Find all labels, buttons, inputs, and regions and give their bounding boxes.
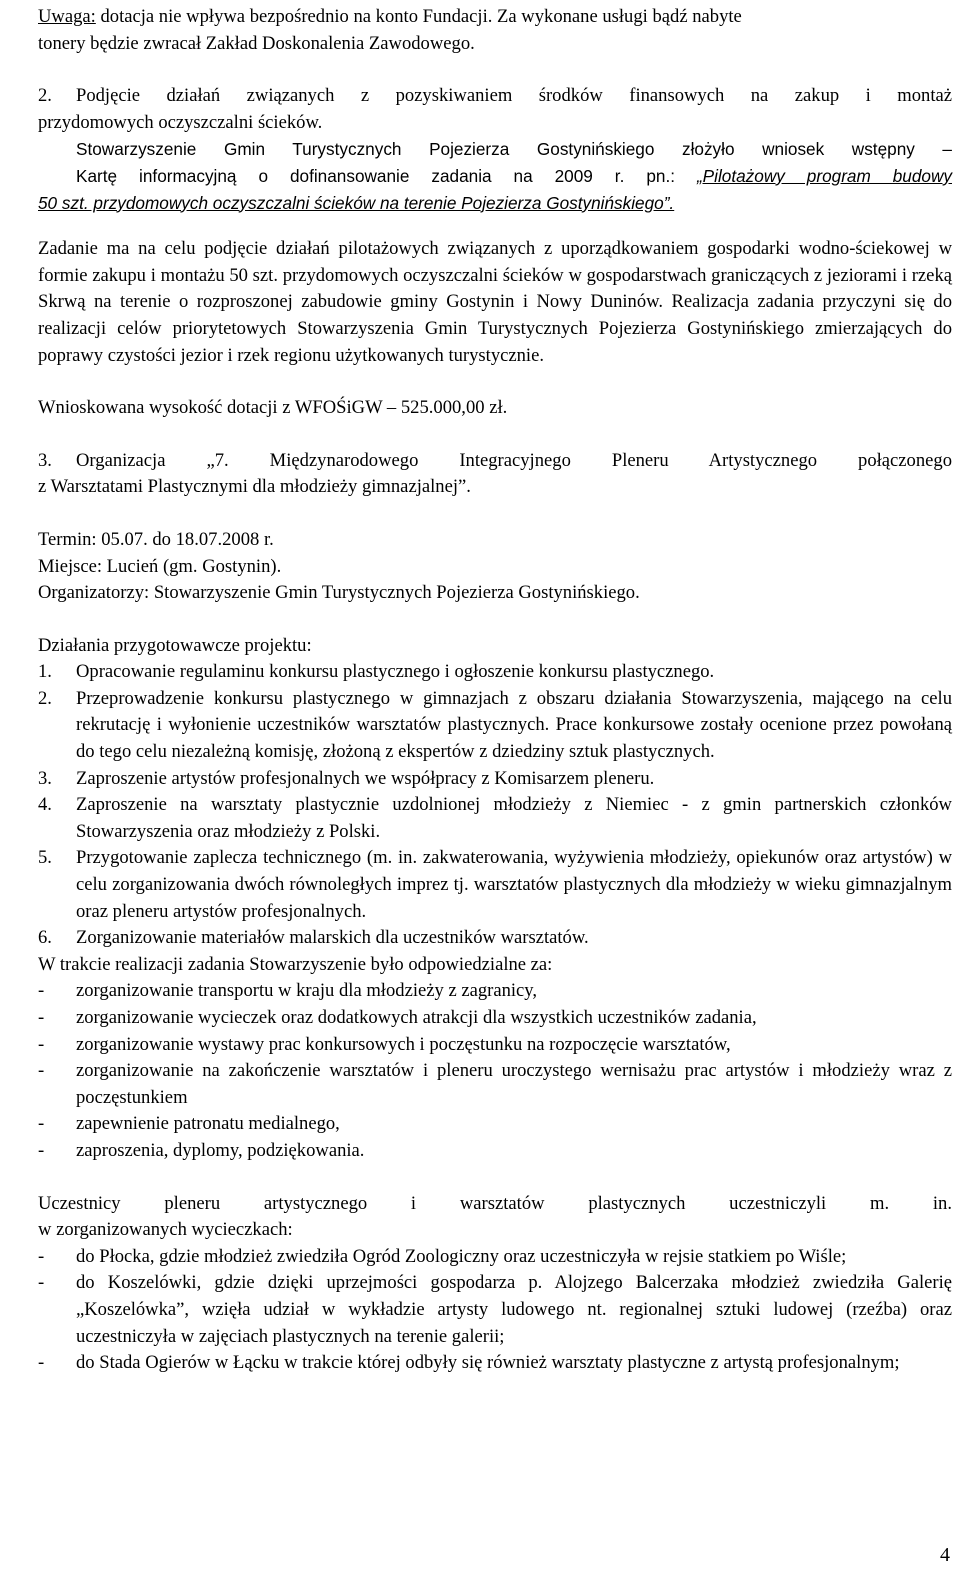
prep-item [38,766,952,793]
item-3-line2: z Warsztatami Plastycznymi dla młodzieży gimnazjalnej”. [38,476,471,498]
resp-item-text: zaproszenia, dyplomy, podziękowania. [76,1139,365,1161]
note-line2: tonery będzie zwracał Zakład Doskonalenia Zawodowego. [38,32,475,54]
program-title-cont: 50 szt. przydomowych oczyszczalni ścieków na terenie Pojezierza Gostynińskiego”. [38,192,675,213]
prep-item-text: Zaproszenie artystów profesjonalnych we współpracy z Komisarzem pleneru. [76,767,655,789]
application-line2-text: Kartę informacyjną o dofinansowanie zadania na 2009 r. pn.: [76,165,697,186]
trip-item [38,1270,952,1350]
organizers-line: Organizatorzy: Stowarzyszenie Gmin Turystycznych Pojezierza Gostynińskiego. [38,582,640,604]
place-line: Miejsce: Lucień (gm. Gostynin). [38,555,282,577]
resp-item [38,1138,952,1165]
resp-item-marker: - [38,1060,45,1082]
note-paragraph [38,4,952,57]
application-line1: Stowarzyszenie Gmin Turystycznych Pojezierza Gostynińskiego złożyło wniosek wstępny – [76,139,952,160]
item-2-line2: przydomowych oczyszczalni ścieków. [38,111,323,133]
resp-item [38,1005,952,1032]
trips-line2: w zorganizowanych wycieczkach: [38,1219,293,1241]
trip-item-marker: - [38,1352,45,1374]
prep-item [38,792,952,845]
resp-item [38,1032,952,1059]
task-description: Zadanie ma na celu podjęcie działań pilotażowych związanych z uporządkowaniem gospodarki wodno-ściekowej w formie zakupu i montażu 50 szt. przydomowych oczyszczalni ścieków w gospodarstwach graniczących z jeziorami i rzeką Skrwą na terenie o rozproszonej zabudowie gminy Gostynin i Nowy Duninów. Realizacja zadania przyczyni się do realizacji celów priorytetowych Stowarzyszenia Gmin Turystycznych Pojezierza Gostynińskiego zmierzających do poprawy czystości jezior i rzek regionu użytkowanych turystycznie. [38,238,952,366]
trips-list [38,1244,952,1377]
item-3-line1: Organizacja „7. Międzynarodowego Integracyjnego Pleneru Artystycznego połączonego [76,449,952,471]
prep-item-marker: 3. [38,767,52,789]
prep-item-text: Opracowanie regulaminu konkursu plastycznego i ogłoszenie konkursu plastycznego. [76,661,715,683]
trips-line1: Uczestnicy pleneru artystycznego i warsztatów plastycznych uczestniczyli m. in. [38,1192,952,1214]
term-line: Termin: 05.07. do 18.07.2008 r. [38,528,274,550]
resp-item-marker: - [38,1033,45,1055]
item-2 [38,83,952,110]
resp-heading: W trakcie realizacji zadania Stowarzyszenie było odpowiedzialne za: [38,953,553,975]
item-3 [38,448,952,475]
item-3-number: 3. [38,449,52,471]
prep-item-marker: 2. [38,687,52,709]
resp-item-text: zorganizowanie na zakończenie warsztatów i pleneru uroczystego wernisażu prac artystów i młodzieży wraz z poczęstunkiem [76,1060,952,1108]
trip-item [38,1350,952,1377]
prep-list [38,659,952,952]
prep-heading: Działania przygotowawcze projektu: [38,634,312,656]
trip-item-marker: - [38,1245,45,1267]
resp-item-text: zorganizowanie transportu w kraju dla młodzieży z zagranicy, [76,980,538,1002]
prep-item-text: Zorganizowanie materiałów malarskich dla uczestników warsztatów. [76,927,589,949]
note-label: Uwaga: [38,6,96,27]
program-title: „Pilotażowy program budowy [696,165,952,186]
item-2-line1: Podjęcie działań związanych z pozyskiwaniem środków finansowych na zakup i montaż [76,85,952,107]
resp-item-text: zorganizowanie wycieczek oraz dodatkowych atrakcji dla wszystkich uczestników zadania, [76,1007,757,1028]
prep-item [38,845,952,925]
prep-item-text: Zaproszenie na warsztaty plastycznie uzdolnionej młodzieży z Niemiec - z gmin partnerskich członków Stowarzyszenia oraz młodzieży z Polski. [76,794,952,842]
prep-item [38,925,952,952]
resp-item [38,978,952,1005]
resp-item-marker: - [38,1007,45,1028]
prep-item-marker: 1. [38,661,52,683]
page-number: 4 [940,1544,950,1566]
application-line2 [76,163,952,190]
prep-item-text: Przygotowanie zaplecza technicznego (m. in. zakwaterowania, wyżywienia młodzieży, opiekunów oraz artystów) w celu zorganizowania dwóch równoległych imprez tj. warsztatów plastycznych dla młodzieży w wieku gimnazjalnym oraz pleneru artystów profesjonalnych. [76,847,952,922]
grant-amount: Wnioskowana wysokość dotacji z WFOŚiGW – 525.000,00 zł. [38,397,508,419]
prep-item-marker: 6. [38,927,52,949]
resp-item [38,1111,952,1138]
resp-list [38,978,952,1164]
resp-item-marker: - [38,1113,45,1135]
trip-item-text: do Płocka, gdzie młodzież zwiedziła Ogród Zoologiczny oraz uczestniczyła w rejsie statkiem po Wiśle; [76,1245,847,1267]
trip-item-text: do Koszelówki, gdzie dzięki uprzejmości gospodarza p. Alojzego Balcerzaka młodzież zwiedziła Galerię „Koszelówka”, wzięła udział w wykładzie artysty ludowego nt. regionalnej sztuki ludowej (rzeźba) oraz uczestniczyła w zajęciach plastycznych na terenie galerii; [76,1272,952,1347]
prep-item [38,686,952,766]
application-block [38,136,952,189]
prep-item-text: Przeprowadzenie konkursu plastycznego w gimnazjach z obszaru działania Stowarzyszenia, mającego na celu rekrutację i wyłonienie uczestników warsztatów plastycznych. Prace konkursowe zostały ocenione przez powołaną do tego celu niezależną komisję, złożoną z ekspertów z dziedziny sztuk plastycznych. [76,687,952,763]
resp-item-text: zorganizowanie wystawy prac konkursowych i poczęstunku na rozpoczęcie warsztatów, [76,1033,731,1055]
resp-item-marker: - [38,1139,45,1161]
trip-item-text: do Stada Ogierów w Łącku w trakcie której odbyły się również warsztaty plastyczne z artystą profesjonalnym; [76,1352,900,1374]
trip-item [38,1244,952,1271]
prep-item-marker: 5. [38,847,52,869]
resp-item [38,1058,952,1111]
resp-item-marker: - [38,980,45,1002]
item-2-number: 2. [38,85,52,107]
note-line1: dotacja nie wpływa bezpośrednio na konto Fundacji. Za wykonane usługi bądź nabyte [95,6,742,27]
prep-item [38,659,952,686]
prep-item-marker: 4. [38,794,52,816]
trip-item-marker: - [38,1272,45,1294]
resp-item-text: zapewnienie patronatu medialnego, [76,1113,340,1135]
document-page [38,4,952,1377]
